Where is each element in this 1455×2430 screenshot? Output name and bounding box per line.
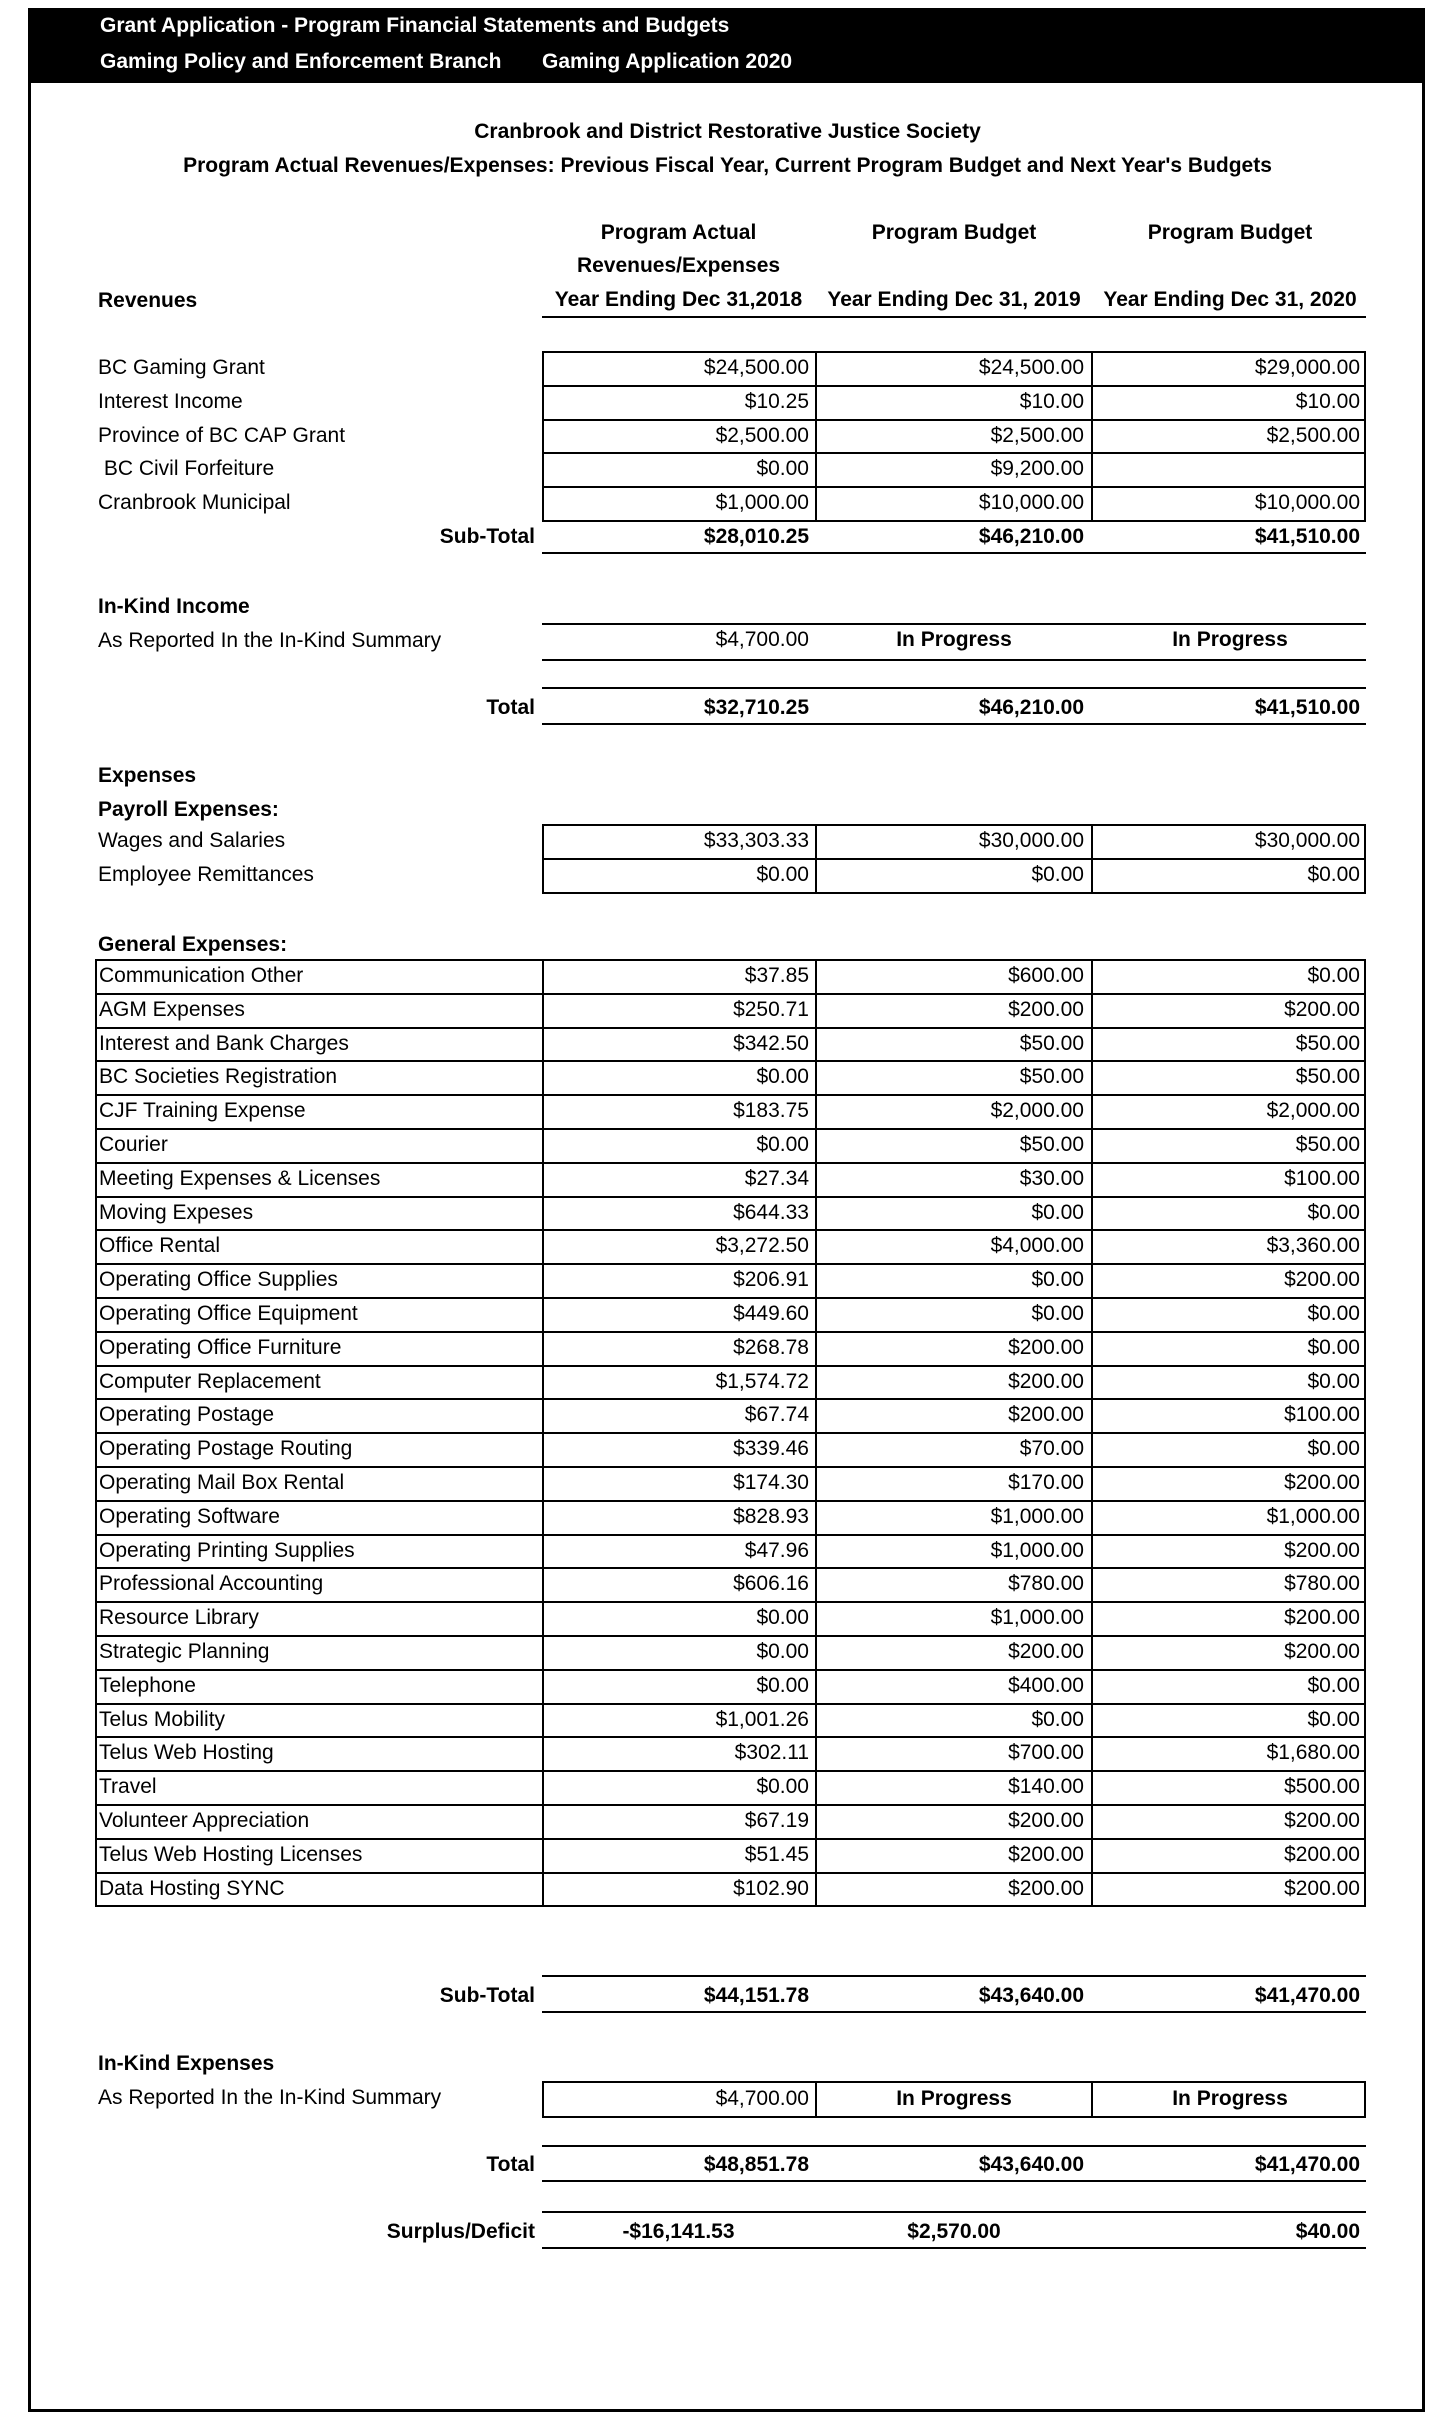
general-expense-row-value: $206.91 [733, 1268, 809, 1292]
income-total-underline [542, 723, 1366, 725]
general-expense-row-value: $200.00 [1008, 1842, 1084, 1866]
col3-heading-line3: Year Ending Dec 31, 2020 [1103, 288, 1357, 311]
general-expense-row-label: Telus Web Hosting [99, 1741, 274, 1765]
general-expense-row-value: $50.00 [1295, 1031, 1360, 1055]
col2-heading-line1: Program Budget [871, 221, 1037, 244]
expense-total-2020: $41,470.00 [1254, 2153, 1360, 2176]
general-expense-row-value: $50.00 [1019, 1065, 1084, 1089]
general-expense-row-value: $0.00 [756, 1640, 809, 1663]
inkind-expenses-2020: In Progress [1172, 2087, 1288, 2110]
general-expense-row-value: $30.00 [1019, 1166, 1084, 1190]
general-expense-row-value: $200.00 [1284, 1842, 1360, 1866]
general-expense-row-value: $268.78 [733, 1335, 809, 1359]
general-expense-vline [1091, 959, 1093, 1907]
organization-name: Cranbrook and District Restorative Justice Society [474, 120, 981, 143]
payroll-row-value: $0.00 [756, 862, 809, 886]
general-expense-row-label: Operating Office Supplies [99, 1268, 338, 1292]
revenue-row-value: $9,200.00 [990, 457, 1084, 481]
inkind-income-label: As Reported In the In-Kind Summary [98, 629, 442, 652]
general-expense-row-value: $0.00 [756, 1065, 809, 1089]
inkind-expenses-vline [1091, 2081, 1093, 2117]
general-expense-row-value: $3,360.00 [1266, 1234, 1360, 1258]
general-expense-row-label: Operating Office Equipment [99, 1302, 358, 1325]
surplus-underline [542, 2247, 1366, 2249]
payroll-vline [1091, 824, 1093, 894]
revenue-row-value [1094, 453, 1366, 485]
general-expense-row-label: Courier [99, 1133, 168, 1156]
surplus-topline [542, 2211, 1366, 2213]
col1-heading-line1: Program Actual [600, 221, 757, 244]
inkind-income-heading: In-Kind Income [98, 595, 250, 618]
surplus-2020: $40.00 [1295, 2220, 1360, 2243]
general-expense-row-value: $50.00 [1019, 1031, 1084, 1055]
col2-heading-line3: Year Ending Dec 31, 2019 [827, 288, 1081, 311]
revenue-row-value: $1,000.00 [715, 491, 809, 515]
general-expense-row-value: $0.00 [1307, 1302, 1360, 1325]
general-expense-row-value: $1,000.00 [990, 1606, 1084, 1630]
general-expense-row-value: $27.34 [744, 1166, 809, 1190]
general-expense-row-value: $828.93 [733, 1504, 809, 1528]
general-expense-row-label: Resource Library [99, 1606, 259, 1630]
general-expense-row-value: $600.00 [1008, 964, 1084, 987]
expense-total-topline [542, 2145, 1366, 2147]
general-expense-row-value: $449.60 [733, 1302, 809, 1325]
general-expense-row-value: $342.50 [733, 1031, 809, 1055]
general-expense-row-label: Operating Software [99, 1504, 280, 1528]
revenue-row-label: Cranbrook Municipal [98, 491, 291, 515]
revenue-vline [815, 351, 817, 522]
revenue-row-value: $0.00 [756, 457, 809, 481]
income-total-2019: $46,210.00 [978, 696, 1084, 719]
expense-total-underline [542, 2180, 1366, 2182]
revenue-row-value: $10,000.00 [1254, 491, 1360, 515]
payroll-row-value: $30,000.00 [1254, 829, 1360, 852]
revenue-row-value: $2,500.00 [715, 423, 809, 447]
general-expense-row-value: $200.00 [1008, 1809, 1084, 1832]
general-expense-row-label: Operating Printing Supplies [99, 1538, 355, 1562]
inkind-income-2018: $4,700.00 [715, 628, 809, 651]
general-expense-row-value: $400.00 [1008, 1673, 1084, 1697]
general-expense-row-value: $170.00 [1008, 1471, 1084, 1494]
general-expense-row-value: $644.33 [733, 1200, 809, 1224]
general-expense-row-value: $0.00 [1307, 964, 1360, 987]
general-expense-row-value: $780.00 [1008, 1572, 1084, 1596]
general-expenses-heading: General Expenses: [98, 933, 288, 956]
income-total-2018: $32,710.25 [703, 696, 809, 719]
header-line-2-application: Gaming Application 2020 [542, 50, 793, 73]
revenue-subtotal-2020: $41,510.00 [1254, 525, 1360, 548]
general-expense-row-value: $102.90 [733, 1876, 809, 1900]
revenue-row-value: $10.00 [1019, 389, 1084, 413]
expense-total-2018: $48,851.78 [703, 2153, 809, 2176]
revenue-vline [1091, 351, 1093, 522]
expense-subtotal-2018: $44,151.78 [703, 1984, 809, 2007]
payroll-vline [815, 824, 817, 894]
general-expense-row-label: Strategic Planning [99, 1640, 270, 1663]
general-expense-row-value: $606.16 [733, 1572, 809, 1596]
inkind-expenses-bottomline [542, 2116, 1366, 2118]
general-expense-row-value: $1,000.00 [990, 1504, 1084, 1528]
expense-total-label: Total [486, 2153, 535, 2176]
revenue-row-label: BC Civil Forfeiture [98, 457, 275, 481]
general-expense-row-label: BC Societies Registration [99, 1065, 338, 1089]
general-expense-row-label: Operating Postage [99, 1403, 275, 1427]
general-expense-row-value: $0.00 [1307, 1369, 1360, 1393]
payroll-row-value: $0.00 [1031, 862, 1084, 886]
revenue-row-value: $10.00 [1295, 389, 1360, 413]
general-expense-row-value: $200.00 [1284, 1268, 1360, 1292]
general-expense-row-label: Telus Mobility [99, 1707, 226, 1731]
general-expense-row-value: $183.75 [733, 1099, 809, 1123]
general-expense-row-label: Interest and Bank Charges [99, 1031, 349, 1055]
inkind-expenses-label: As Reported In the In-Kind Summary [98, 2086, 442, 2109]
payroll-row-value: $30,000.00 [978, 829, 1084, 852]
general-expense-row-value: $339.46 [733, 1437, 809, 1461]
general-expense-row-value: $50.00 [1019, 1133, 1084, 1156]
general-expense-row-value: $1,000.00 [1266, 1504, 1360, 1528]
general-expense-row-value: $174.30 [733, 1471, 809, 1494]
general-expense-vline [815, 959, 817, 1907]
general-expense-row-value: $140.00 [1008, 1775, 1084, 1799]
general-expense-row-value: $70.00 [1019, 1437, 1084, 1461]
revenues-heading: Revenues [98, 289, 198, 312]
general-expense-row-value: $67.74 [744, 1403, 809, 1427]
general-expense-row-value: $0.00 [1031, 1268, 1084, 1292]
general-expense-row-value: $0.00 [1307, 1437, 1360, 1461]
revenue-row-label: Interest Income [98, 389, 243, 413]
general-expense-row-value: $1,574.72 [715, 1369, 809, 1393]
general-expense-row-value: $51.45 [744, 1842, 809, 1866]
general-expense-row-value: $200.00 [1008, 1640, 1084, 1663]
income-total-topline [542, 687, 1366, 689]
general-expense-row-value: $302.11 [734, 1741, 809, 1765]
header-line-2-branch: Gaming Policy and Enforcement Branch [100, 50, 502, 73]
general-expense-row-label: Meeting Expenses & Licenses [99, 1166, 381, 1190]
general-expense-row-label: Operating Office Furniture [99, 1335, 342, 1359]
general-expense-row-value: $2,000.00 [990, 1099, 1084, 1123]
general-expense-row-value: $0.00 [756, 1775, 809, 1799]
inkind-expenses-2018: $4,700.00 [715, 2087, 809, 2110]
revenue-subtotal-underline [542, 552, 1366, 554]
general-expense-row-label: Professional Accounting [99, 1572, 324, 1596]
revenue-row-value: $10.25 [744, 389, 809, 413]
general-expense-gridline [95, 1905, 1366, 1907]
general-expense-row-value: $200.00 [1008, 997, 1084, 1021]
payroll-row-label: Employee Remittances [98, 862, 314, 886]
general-expense-row-value: $200.00 [1008, 1403, 1084, 1427]
general-expense-row-value: $0.00 [1031, 1707, 1084, 1731]
general-expense-row-value: $780.00 [1284, 1572, 1360, 1596]
general-expense-row-label: Computer Replacement [99, 1369, 321, 1393]
expense-total-2019: $43,640.00 [978, 2153, 1084, 2176]
header-bar [28, 8, 1425, 83]
inkind-income-2020: In Progress [1172, 628, 1288, 651]
revenue-row-label: BC Gaming Grant [98, 356, 265, 379]
header-underline [542, 316, 1366, 318]
payroll-row-label: Wages and Salaries [98, 829, 286, 852]
col1-heading-line2: Revenues/Expenses [576, 254, 781, 277]
general-expense-row-value: $200.00 [1284, 1876, 1360, 1900]
surplus-2019: $2,570.00 [907, 2220, 1001, 2243]
general-expense-row-label: Data Hosting SYNC [99, 1876, 285, 1900]
general-expense-row-value: $200.00 [1008, 1335, 1084, 1359]
general-expense-row-value: $2,000.00 [1266, 1099, 1360, 1123]
revenue-subtotal-2018: $28,010.25 [703, 525, 809, 548]
expense-subtotal-topline [542, 1975, 1366, 1977]
general-expense-row-value: $0.00 [1307, 1335, 1360, 1359]
revenue-subtotal-2019: $46,210.00 [978, 525, 1084, 548]
payroll-row-value: $0.00 [1307, 862, 1360, 886]
income-total-label: Total [486, 696, 535, 719]
general-expense-row-value: $200.00 [1284, 1606, 1360, 1630]
expenses-heading: Expenses [98, 764, 197, 787]
general-expense-row-value: $0.00 [1031, 1302, 1084, 1325]
inkind-income-bottomline [542, 659, 1366, 661]
general-expense-row-value: $67.19 [744, 1809, 809, 1832]
general-expense-row-label: Operating Mail Box Rental [99, 1471, 345, 1494]
expense-subtotal-label: Sub-Total [439, 1984, 535, 2007]
surplus-label: Surplus/Deficit [386, 2220, 535, 2243]
payroll-row-value: $33,303.33 [703, 829, 809, 852]
revenue-row-value: $2,500.00 [990, 423, 1084, 447]
header-line-1: Grant Application - Program Financial Statements and Budgets [100, 14, 730, 37]
general-expense-row-value: $200.00 [1008, 1369, 1084, 1393]
general-expense-row-value: $200.00 [1284, 1640, 1360, 1663]
col1-heading-line3: Year Ending Dec 31,2018 [554, 288, 803, 311]
general-expense-row-value: $50.00 [1295, 1133, 1360, 1156]
general-expense-row-value: $4,000.00 [990, 1234, 1084, 1258]
expense-subtotal-2020: $41,470.00 [1254, 1984, 1360, 2007]
general-expense-row-label: Operating Postage Routing [99, 1437, 353, 1461]
income-total-2020: $41,510.00 [1254, 696, 1360, 719]
general-expense-row-label: Office Rental [99, 1234, 221, 1258]
general-expense-row-label: Telus Web Hosting Licenses [99, 1842, 363, 1866]
general-expense-row-value: $47.96 [744, 1538, 809, 1562]
general-expense-row-value: $250.71 [733, 997, 809, 1021]
general-expense-row-value: $0.00 [1307, 1673, 1360, 1697]
general-expense-row-value: $0.00 [756, 1606, 809, 1630]
general-expense-row-label: Telephone [99, 1673, 196, 1697]
general-expense-row-label: Communication Other [99, 964, 304, 987]
general-expense-row-value: $1,001.26 [715, 1707, 809, 1731]
general-expense-row-value: $100.00 [1284, 1403, 1360, 1427]
revenue-row-value: $2,500.00 [1266, 423, 1360, 447]
revenue-row-value: $24,500.00 [978, 356, 1084, 379]
revenue-row-value: $24,500.00 [703, 356, 809, 379]
general-expense-row-value: $0.00 [1307, 1200, 1360, 1224]
general-expense-row-label: CJF Training Expense [99, 1099, 306, 1123]
expense-subtotal-underline [542, 2011, 1366, 2013]
general-expense-row-value: $200.00 [1008, 1876, 1084, 1900]
general-expense-row-value: $700.00 [1008, 1741, 1084, 1765]
general-expense-row-value: $0.00 [756, 1133, 809, 1156]
general-expense-vline [95, 959, 97, 1907]
expense-subtotal-2019: $43,640.00 [978, 1984, 1084, 2007]
general-expense-row-value: $1,680.00 [1266, 1741, 1360, 1765]
general-expense-row-value: $0.00 [1307, 1707, 1360, 1731]
general-expense-row-value: $500.00 [1284, 1775, 1360, 1799]
revenue-row-value: $10,000.00 [978, 491, 1084, 515]
inkind-expenses-heading: In-Kind Expenses [98, 2052, 275, 2075]
general-expense-row-label: Moving Expeses [99, 1200, 254, 1224]
general-expense-row-value: $37.85 [744, 964, 809, 987]
surplus-2018: -$16,141.53 [622, 2220, 735, 2243]
general-expense-row-value: $200.00 [1284, 1471, 1360, 1494]
revenue-row-value: $29,000.00 [1254, 356, 1360, 379]
inkind-income-2019: In Progress [896, 628, 1012, 651]
general-expense-row-value: $50.00 [1295, 1065, 1360, 1089]
revenue-subtotal-label: Sub-Total [439, 525, 535, 548]
payroll-gridline [542, 892, 1366, 894]
general-expense-row-value: $200.00 [1284, 997, 1360, 1021]
general-expense-row-value: $200.00 [1284, 1809, 1360, 1832]
general-expense-row-value: $1,000.00 [990, 1538, 1084, 1562]
general-expense-row-value: $0.00 [756, 1673, 809, 1697]
general-expense-row-value: $3,272.50 [715, 1234, 809, 1258]
document-subtitle: Program Actual Revenues/Expenses: Previous Fiscal Year, Current Program Budget and Next Year's Budgets [183, 154, 1272, 177]
general-expense-row-label: AGM Expenses [99, 997, 245, 1021]
general-expense-row-label: Volunteer Appreciation [99, 1809, 310, 1832]
general-expense-row-value: $0.00 [1031, 1200, 1084, 1224]
payroll-heading: Payroll Expenses: [98, 798, 279, 821]
general-expense-row-value: $200.00 [1284, 1538, 1360, 1562]
general-expense-row-value: $100.00 [1284, 1166, 1360, 1190]
inkind-expenses-vline [815, 2081, 817, 2117]
revenue-row-label: Province of BC CAP Grant [98, 423, 346, 447]
col3-heading-line1: Program Budget [1147, 221, 1313, 244]
inkind-expenses-2019: In Progress [896, 2087, 1012, 2110]
general-expense-row-label: Travel [99, 1775, 157, 1799]
revenue-gridline [542, 520, 1366, 522]
